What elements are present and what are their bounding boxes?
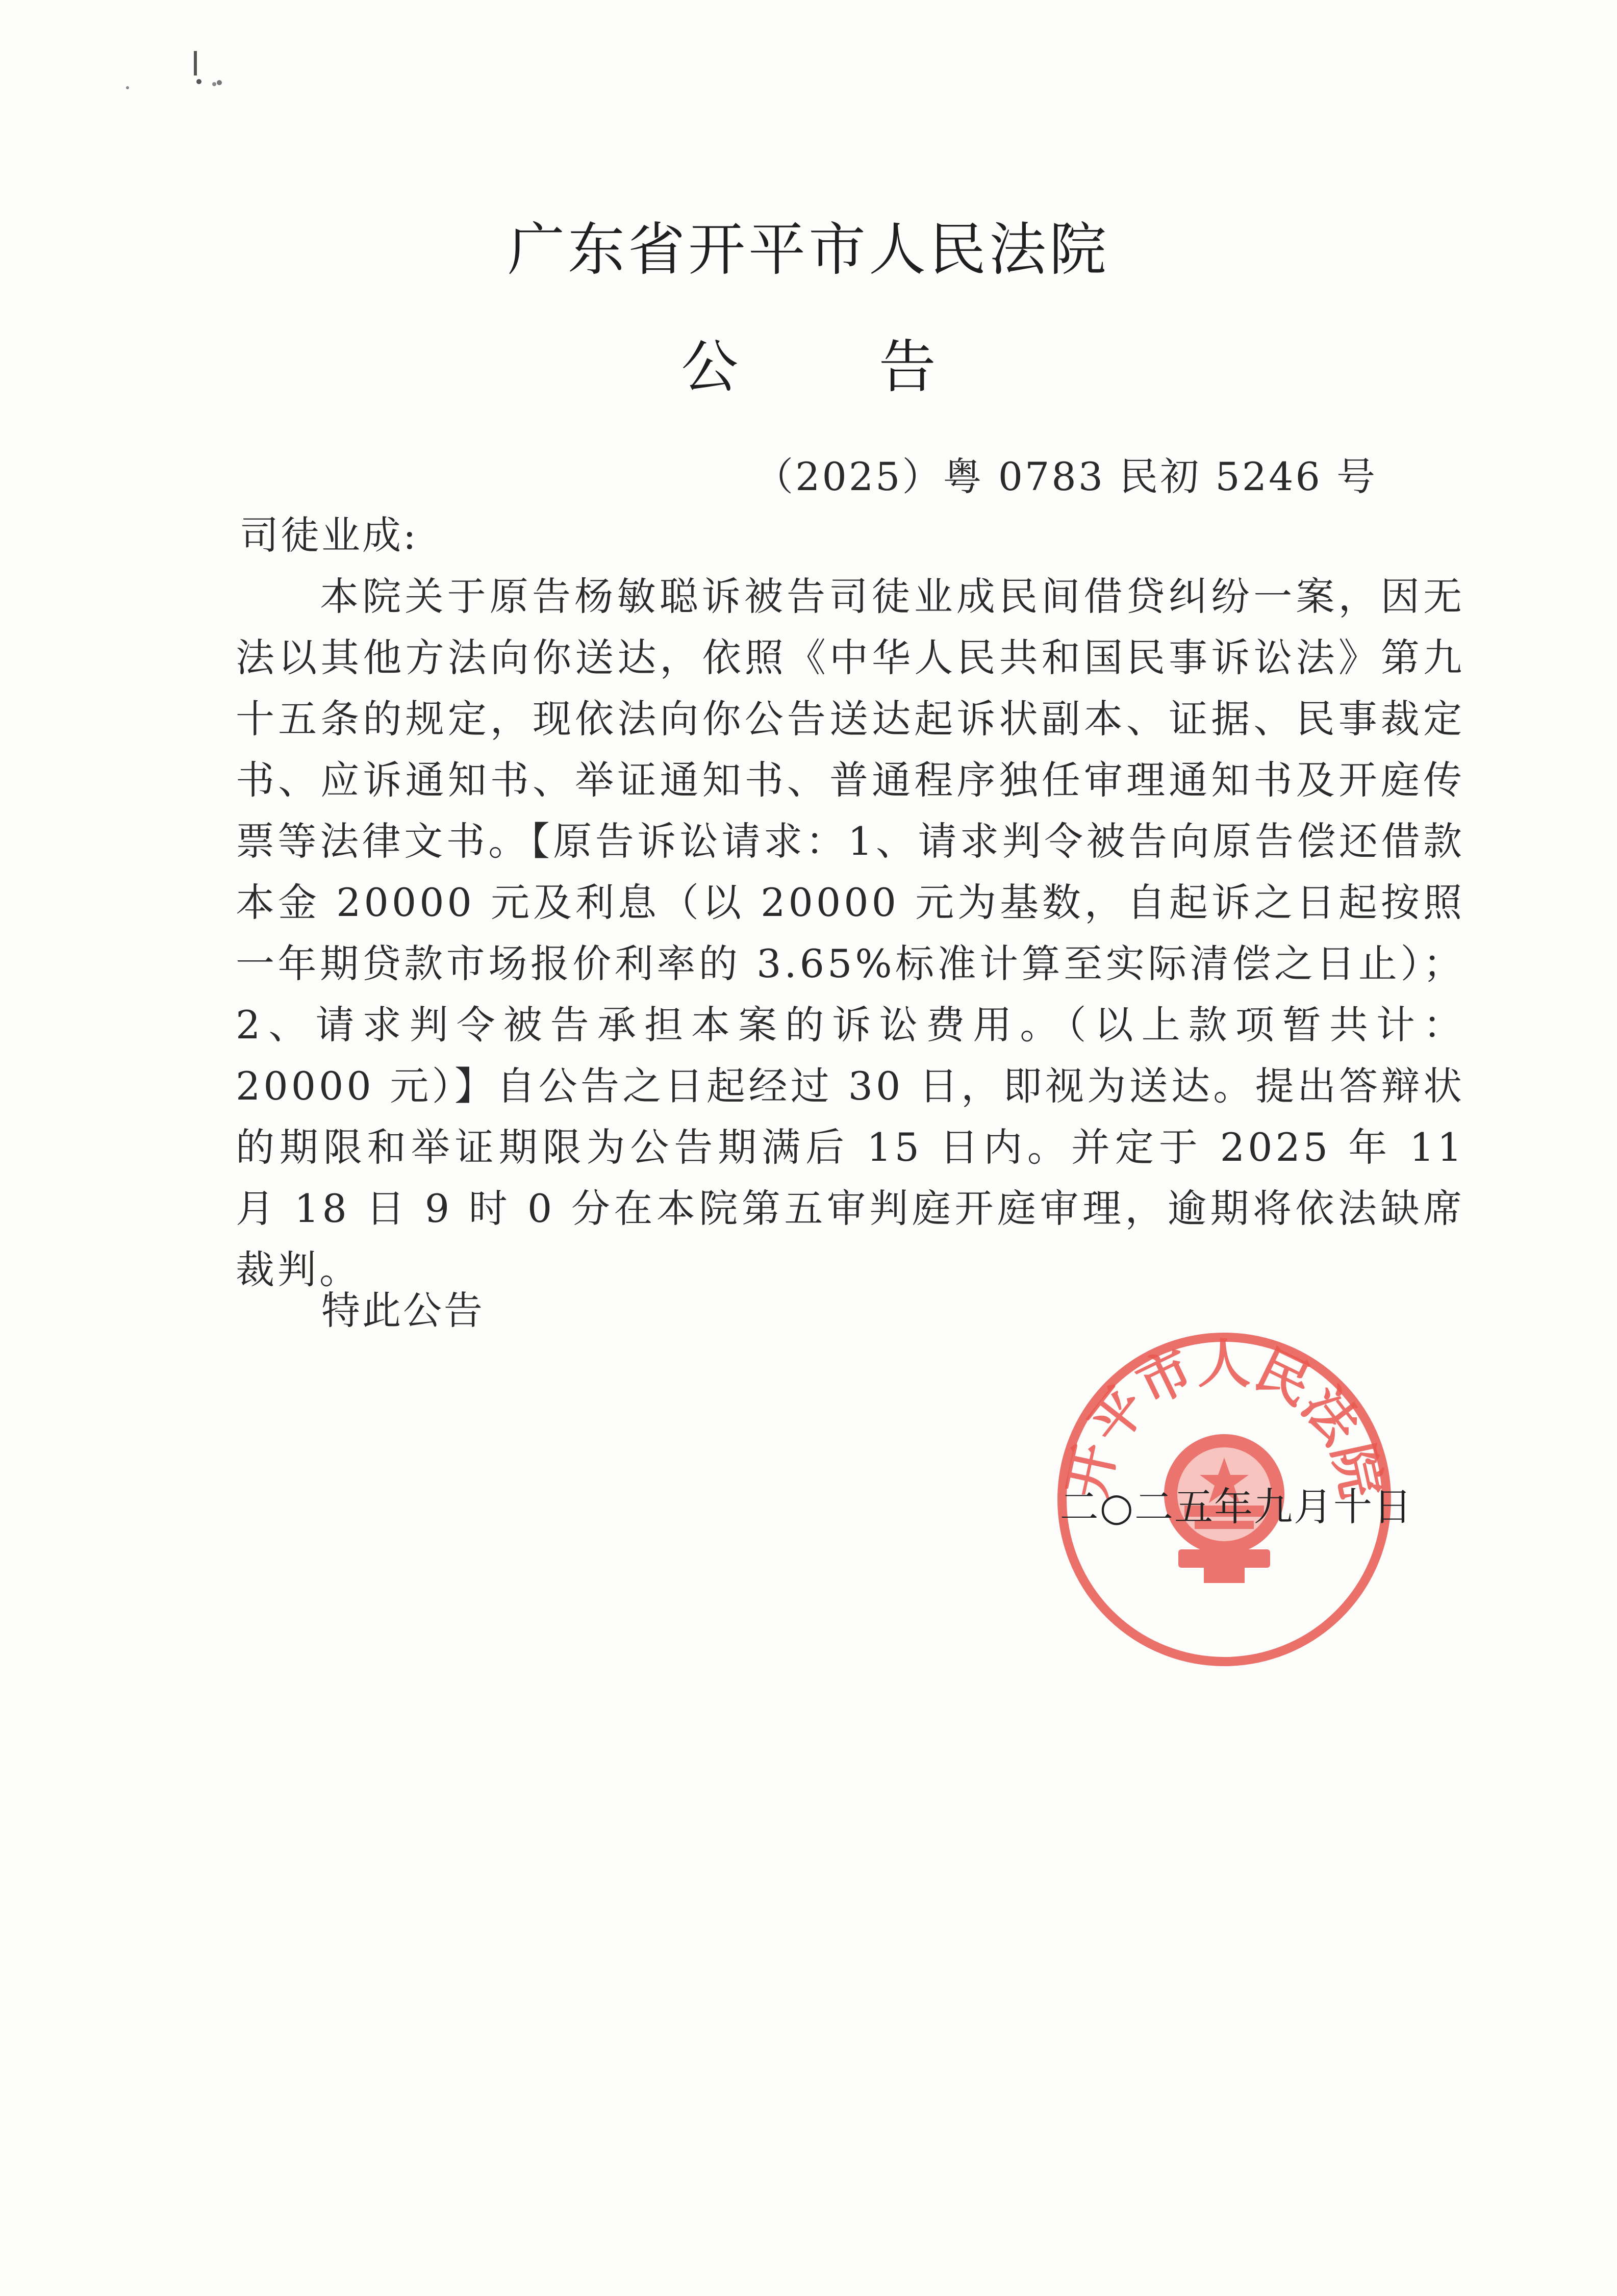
- court-name: 广东省开平市人民法院: [508, 217, 1109, 283]
- addressee: 司徒业成:: [240, 513, 418, 558]
- case-number: （2025）粤 0783 民初 5246 号: [754, 454, 1377, 499]
- document-type-title: 公 告: [681, 334, 997, 400]
- closing-line: 特此公告: [321, 1288, 485, 1333]
- notice-body: 本院关于原告杨敏聪诉被告司徒业成民间借贷纠纷一案，因无法以其他方法向你送达，依照《中华人民共和国民事诉讼法》第九十五条的规定，现依法向你公告送达起诉状副本、证据、民事裁定书、应诉通知书、举证通知书、普通程序独任审理通知书及开庭传票等法律文书。【原告诉讼请求：1、请求判令被告向原告偿还借款本金 20000 元及利息（以 20000 元为基数，自起诉之日起按照一年期贷款市场报价利率的 3.65%标准计算至实际清偿之日止）；2、请求判令被告承担本案的诉讼费用。（以上款项暂共计：20000 元）】自公告之日起经过 30 日，即视为送达。提出答辩状的期限和举证期限为公告期满后 15 日内。并定于 2025 年 11 月 18 日 9 时 0 分在本院第五审判庭开庭审理，逾期将依法缺席裁判。: [236, 574, 1465, 1292]
- seal-text: 开平市人民法院: [1055, 1332, 1393, 1503]
- issue-date: 二○二五年九月十日: [1059, 1484, 1413, 1529]
- scan-specks: [122, 46, 245, 102]
